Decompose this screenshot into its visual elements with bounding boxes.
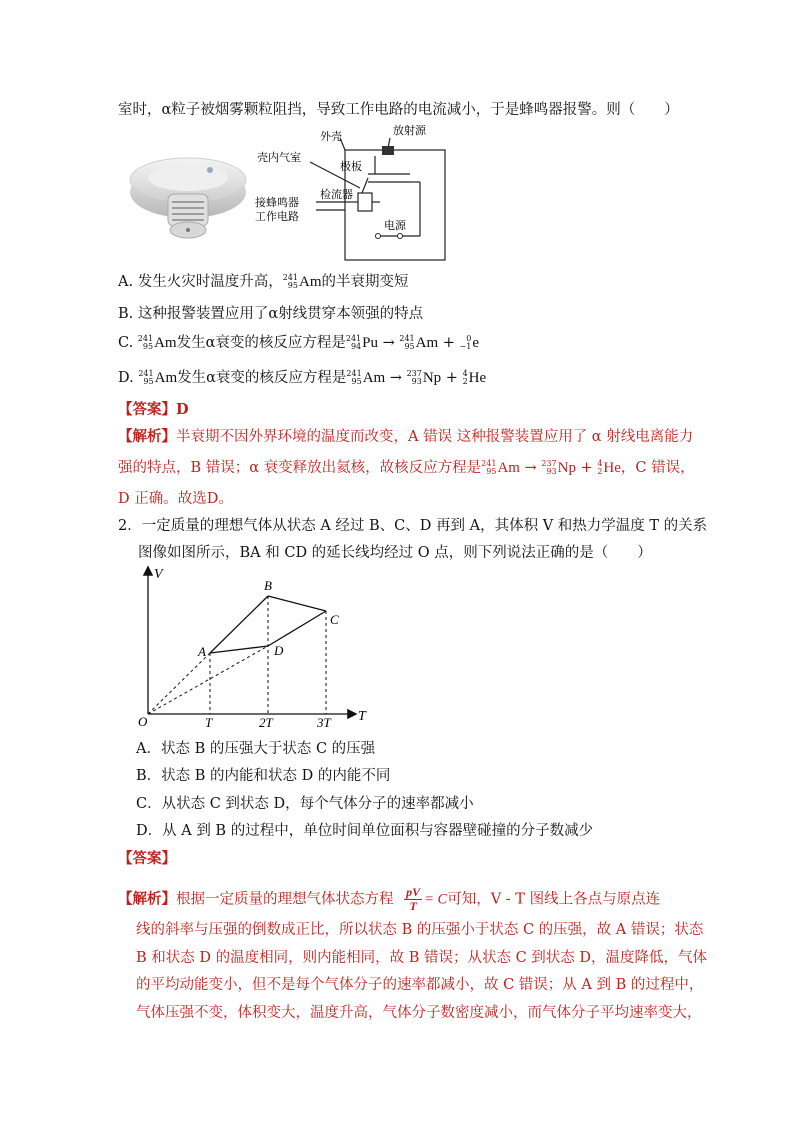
q1-analysis-line2: 强的特点，B 错误；α 衰变释放出氦核，故核反应方程是 241 95 Am → 237 93 Np + 4 2 He ，C 错误， (118, 459, 695, 476)
q1-option-c: C. 241 95 Am 发生α衰变的核反应方程是 241 94 Pu → 241 95 Am + 0 −1 e (118, 334, 479, 351)
q2-option-c: C．从状态 C 到状态 D，每个气体分子的速率都减小 (136, 796, 474, 812)
q1-answer: 【答案】D (118, 401, 189, 418)
vt-graph (130, 560, 380, 732)
tick-t: T (205, 715, 213, 730)
smoke-detector-image (128, 150, 248, 245)
tick-2t: 2T (259, 715, 273, 730)
label-plate: 极板 (340, 161, 362, 173)
q2-stem-line2: 图像如图所示，BA 和 CD 的延长线均经过 O 点，则下列说法正确的是（ ） (138, 545, 652, 561)
q2-option-d: D．从 A 到 B 的过程中，单位时间单位面积与容器壁碰撞的分子数减少 (136, 823, 594, 839)
point-b: B (264, 578, 272, 593)
q1-analysis-line3: D 正确。故选D。 (118, 491, 233, 507)
nuclide-am: 241 95 Am (282, 273, 322, 290)
origin-label: O (138, 714, 148, 729)
q2-answer: 【答案】 (118, 850, 176, 867)
segment-da (210, 646, 268, 653)
q2-option-a: A．状态 B 的压强大于状态 C 的压强 (136, 741, 376, 757)
q2-option-b: B．状态 B 的内能和状态 D 的内能不同 (136, 768, 391, 784)
point-c: C (330, 612, 339, 627)
point-a: A (198, 644, 206, 659)
v-axis-label: V (154, 567, 163, 582)
label-source: 放射源 (393, 125, 426, 137)
label-detector: 检流器 (320, 189, 353, 201)
label-power: 电源 (384, 220, 406, 232)
q2-analysis-line5: 气体压强不变，体积变大，温度升高，气体分子数密度减小，而气体分子平均速率变大， (136, 1005, 702, 1021)
q2-analysis-line1: 【解析】根据一定质量的理想气体状态方程 $\frac{pV}{T}$ = C可知，V - T 图线上各点与原点连 (118, 885, 661, 913)
q2-analysis-line3: B 和状态 D 的温度相同，则内能相同，故 B 错误；从状态 C 到状态 D，温度降低，气体 (136, 950, 708, 966)
label-shell: 外壳 (320, 131, 342, 143)
alarm-circuit-diagram (250, 118, 450, 263)
q2-analysis-line2: 线的斜率与压强的倒数成正比，所以状态 B 的压强小于状态 C 的压强，故 A 错误；状态 (136, 922, 704, 938)
segment-bc (268, 596, 326, 611)
q1-analysis-line1: 【解析】半衰期不因外界环境的温度而改变，A 错误 这种报警装置应用了 α 射线电离能力 (118, 428, 694, 445)
segment-cd (268, 611, 326, 646)
point-d: D (274, 643, 284, 658)
q1-option-a: A. 发生火灾时温度升高， 241 95 Am 的半衰期变短 (118, 273, 409, 290)
q1-intro-line: 室时，α粒子被烟雾颗粒阻挡，导致工作电路的电流减小，于是蜂鸣器报警。则（ ） (118, 102, 679, 118)
tick-3t: 3T (317, 715, 331, 730)
label-buzzer-2: 工作电路 (255, 211, 299, 223)
t-axis-label: T (358, 709, 366, 724)
q2-analysis-line4: 的平均动能变小，但不是每个气体分子的速率都减小，故 C 错误；从 A 到 B 的过程中， (136, 977, 704, 993)
state-equation-fraction: $\frac{pV}{T}$ (406, 885, 421, 913)
label-buzzer-1: 接蜂鸣器 (255, 197, 299, 209)
segment-ab (210, 596, 268, 653)
q1-option-d: D. 241 95 Am 发生α衰变的核反应方程是 241 95 Am → 237 93 Np + 4 2 He (118, 369, 487, 386)
q2-stem-line1: 2．一定质量的理想气体从状态 A 经过 B、C、D 再到 A，其体积 V 和热力学温度 T 的关系 (118, 518, 708, 534)
q1-option-b: B. 这种报警装置应用了α射线贯穿本领强的特点 (118, 306, 424, 322)
label-chamber: 壳内气室 (257, 152, 301, 164)
